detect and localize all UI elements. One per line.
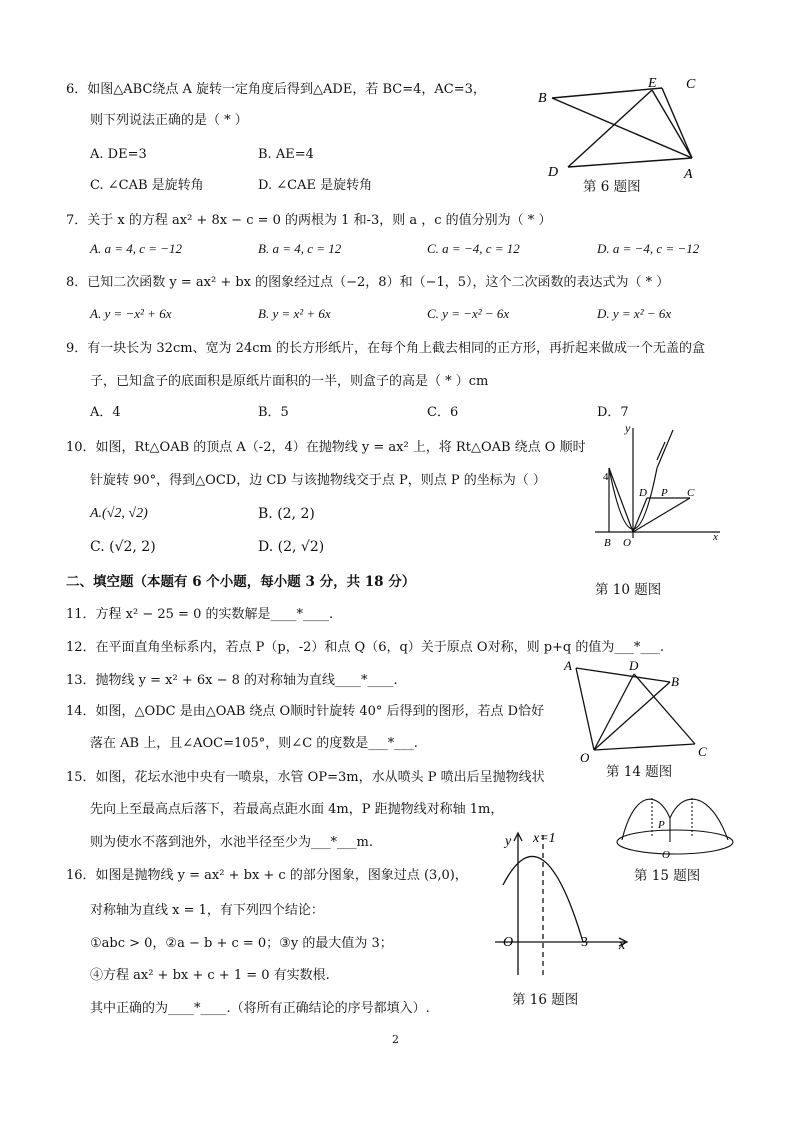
q7-option-d: D. a = −4, c = −12 [597, 241, 700, 256]
q16-line3: ①abc > 0，②a − b + c = 0；③y 的最大值为 3； [90, 936, 393, 951]
q12: 12．在平面直角坐标系内，若点 P（p，-2）和点 Q（6，q）关于原点 O对称，则 p+q 的值为___*___. [66, 640, 665, 655]
q15-line2: 先向上至最高点后落下，若最高点距水面 4m，P 距抛物线对称轴 1m， [90, 802, 504, 817]
fig10-label-d: D [639, 487, 647, 499]
fig6-label-c: C [686, 77, 696, 92]
q15-line1: 15．如图，花坛水池中央有一喷泉，水管 OP=3m，水从喷头 P 喷出后呈抛物线状 [66, 770, 545, 785]
fig14-caption: 第 14 题图 [606, 764, 673, 780]
q9-option-d: D．7 [597, 405, 629, 420]
fig14-label-d: D [629, 658, 639, 673]
figure-14 [560, 656, 710, 766]
q10-option-a: A.(√2, √2) [90, 506, 148, 521]
fig14-label-o: O [580, 750, 590, 765]
q7-option-b: B. a = 4, c = 12 [258, 241, 342, 256]
fig6-caption: 第 6 题图 [583, 179, 641, 195]
fig10-label-b: B [604, 537, 611, 549]
fig16-label-x: x [619, 938, 626, 953]
fig14-label-c: C [698, 744, 707, 759]
fig16-label-y: y [505, 834, 512, 849]
fig10-label-c: C [687, 487, 695, 499]
q10-stem: 10．如图，Rt△OAB 的顶点 A（-2，4）在抛物线 y = ax² 上，将 Rt△OAB 绕点 O 顺时 [66, 440, 586, 455]
figure-16 [495, 825, 645, 985]
figure-6 [530, 72, 710, 192]
section-2-heading: 二、填空题（本题有 6 个小题，每小题 3 分，共 18 分） [66, 574, 416, 590]
q10-stem-line2: 针旋转 90°，得到△OCD，边 CD 与该抛物线交于点 P，则点 P 的坐标为（ ） [90, 473, 546, 488]
q16-line5: 其中正确的为____*____.（将所有正确结论的序号都填入）. [90, 1001, 430, 1016]
q9-option-a: A．4 [90, 405, 121, 420]
q9-option-b: B．5 [258, 405, 289, 420]
fig6-label-d: D [548, 165, 559, 180]
q13: 13．抛物线 y = x² + 6x − 8 的对称轴为直线____*____. [66, 673, 398, 688]
fig10-label-x: x [713, 531, 718, 543]
q15-line3: 则为使水不落到池外，水池半径至少为___*___m. [90, 835, 373, 850]
fig10-label-p: P [661, 487, 668, 499]
q9-option-c: C．6 [427, 405, 459, 420]
fig15-caption: 第 15 题图 [634, 868, 701, 884]
q8-stem: 8．已知二次函数 y = ax² + bx 的图象经过点（−2，8）和（−1，5），这个二次函数的表达式为（ * ） [66, 275, 670, 290]
q6-stem-line2: 则下列说法正确的是（ * ） [90, 113, 248, 128]
q11: 11．方程 x² − 25 = 0 的实数解是____*____. [66, 607, 334, 622]
q8-option-b: B. y = x² + 6x [258, 306, 331, 321]
fig15-label-o: O [662, 849, 670, 861]
fig16-label-axis: x=1 [533, 831, 556, 846]
q14-line1: 14．如图，△ODC 是由△OAB 绕点 O顺时针旋转 40° 后得到的图形，若点 D恰好 [66, 704, 545, 719]
q7-option-a: A. a = 4, c = −12 [90, 241, 183, 256]
q10-option-c: C. (√2, 2) [90, 539, 156, 555]
q6-option-c: C. ∠CAB 是旋转角 [90, 178, 204, 193]
q8-option-c: C. y = −x² − 6x [427, 306, 510, 321]
fig16-caption: 第 16 题图 [512, 992, 579, 1008]
q10-option-d: D. (2, √2) [258, 539, 325, 555]
q16-line2: 对称轴为直线 x = 1，有下列四个结论： [90, 903, 324, 918]
q9-stem-line2: 子，已知盒子的底面积是原纸片面积的一半，则盒子的高是（ * ）cm [90, 374, 489, 389]
fig10-label-o: O [623, 537, 631, 549]
q6-stem: 6．如图△ABC绕点 A 旋转一定角度后得到△ADE，若 BC=4，AC=3， [66, 82, 486, 97]
q10-option-b: B. (2, 2) [258, 506, 315, 522]
fig6-label-a: A [684, 167, 693, 182]
fig16-label-o: O [503, 935, 514, 950]
fig6-label-e: E [648, 76, 657, 91]
q7-option-c: C. a = −4, c = 12 [427, 241, 520, 256]
fig10-label-y: y [625, 421, 631, 435]
q6-option-b: B. AE=4 [258, 147, 314, 162]
q6-option-d: D. ∠CAE 是旋转角 [258, 178, 373, 193]
q16-line4: ④方程 ax² + bx + c + 1 = 0 有实数根. [90, 968, 330, 983]
q8-option-d: D. y = x² − 6x [597, 306, 672, 321]
q16-line1: 16．如图是抛物线 y = ax² + bx + c 的部分图象，图象过点 (3,0)， [66, 868, 468, 883]
fig15-label-p: P [658, 819, 665, 831]
q7-stem: 7．关于 x 的方程 ax² + 8x − c = 0 的两根为 1 和-3，则 a ，c 的值分别为（ * ） [66, 213, 552, 228]
q9-stem: 9．有一块长为 32cm、宽为 24cm 的长方形纸片，在每个角上截去相同的正方形，再折起来做成一个无盖的盒 [66, 341, 705, 356]
fig14-label-a: A [564, 658, 572, 673]
fig6-label-b: B [538, 91, 547, 106]
fig10-label-a: 4 [603, 471, 609, 483]
fig16-label-three: 3 [581, 935, 588, 950]
q6-option-a: A. DE=3 [90, 147, 147, 162]
page-number: 2 [392, 1033, 399, 1046]
figure-10 [595, 420, 725, 550]
fig14-label-b: B [671, 674, 679, 689]
q8-option-a: A. y = −x² + 6x [90, 306, 172, 321]
q14-line2: 落在 AB 上，且∠AOC=105°，则∠C 的度数是___*___. [90, 736, 418, 751]
fig10-caption: 第 10 题图 [595, 582, 662, 598]
